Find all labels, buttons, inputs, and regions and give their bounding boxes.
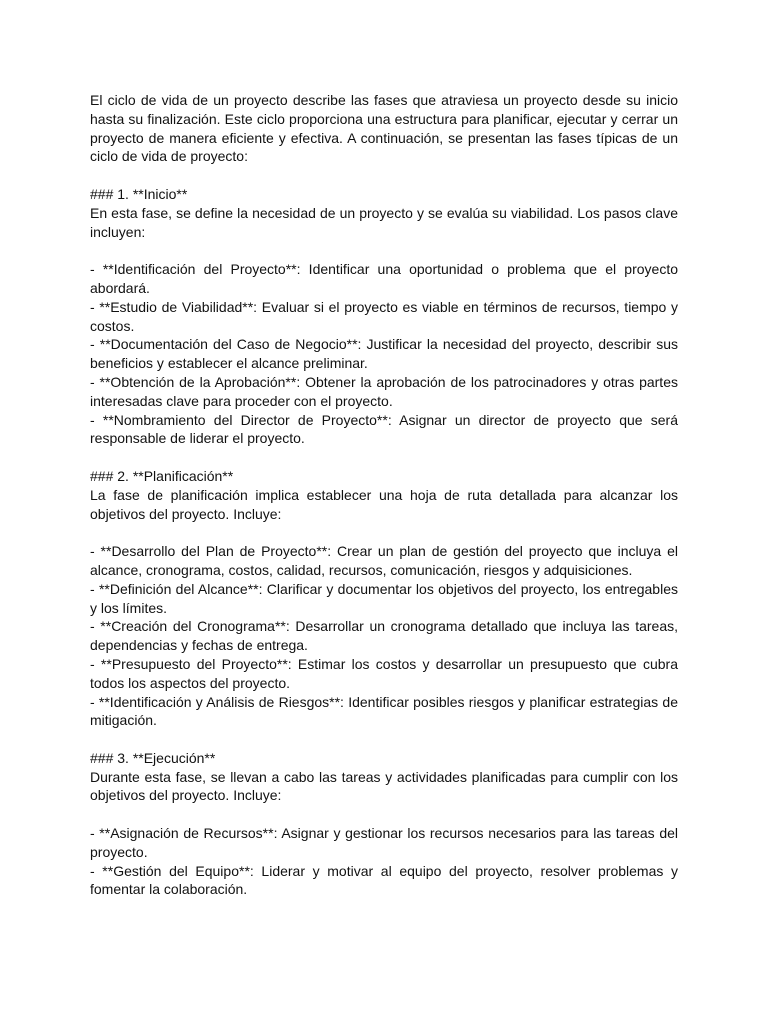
list-item: - **Identificación del Proyecto**: Identificar una oportunidad o problema que el proyecto abordará. bbox=[90, 261, 678, 296]
list-item: - **Creación del Cronograma**: Desarrollar un cronograma detallado que incluya las tareas, dependencias y fechas de entrega. bbox=[90, 618, 678, 654]
spacer bbox=[90, 166, 678, 185]
list-item: - **Asignación de Recursos**: Asignar y gestionar los recursos necesarios para las tareas del proyecto. bbox=[90, 825, 678, 860]
spacer bbox=[90, 241, 678, 260]
list-item: - **Obtención de la Aprobación**: Obtener la aprobación de los patrocinadores y otras partes interesadas clave para proceder con el proyecto. bbox=[90, 373, 678, 409]
list-item: - **Gestión del Equipo**: Liderar y motivar al equipo del proyecto, resolver problemas y fomentar la colaboración. bbox=[90, 862, 678, 898]
section-heading: ### 2. **Planificación** bbox=[90, 467, 234, 484]
section-description: En esta fase, se define la necesidad de un proyecto y se evalúa su viabilidad. Los pasos clave incluyen: bbox=[90, 204, 678, 240]
section-description: Durante esta fase, se llevan a cabo las tareas y actividades planificadas para cumplir con los objetivos del proyecto. Incluye: bbox=[90, 768, 678, 804]
list-item: - **Estudio de Viabilidad**: Evaluar si el proyecto es viable en términos de recursos, tiempo y costos. bbox=[90, 298, 678, 334]
spacer bbox=[90, 805, 678, 824]
list-item: - **Definición del Alcance**: Clarificar y documentar los objetivos del proyecto, los entregables y los límites. bbox=[90, 580, 678, 616]
spacer bbox=[90, 523, 678, 542]
list-item: - **Nombramiento del Director de Proyecto**: Asignar un director de proyecto que será responsable de liderar el proyecto. bbox=[90, 411, 678, 447]
document-page bbox=[90, 91, 678, 899]
section-heading: ### 1. **Inicio** bbox=[90, 185, 188, 202]
intro-paragraph: El ciclo de vida de un proyecto describe las fases que atraviesa un proyecto desde su inicio hasta su finalización. Este ciclo proporciona una estructura para planificar, ejecutar y cerrar un proyecto de manera eficiente y efectiva. A continuación, se presentan las fases típicas de un ciclo de vida de proyecto: bbox=[90, 92, 678, 165]
list-item: - **Documentación del Caso de Negocio**: Justificar la necesidad del proyecto, describir sus beneficios y establecer el alcance preliminar. bbox=[90, 336, 678, 372]
section-description: La fase de planificación implica establecer una hoja de ruta detallada para alcanzar los objetivos del proyecto. Incluye: bbox=[90, 486, 678, 522]
spacer bbox=[90, 730, 678, 749]
section-heading: ### 3. **Ejecución** bbox=[90, 749, 216, 766]
list-item: - **Identificación y Análisis de Riesgos**: Identificar posibles riesgos y planificar estrategias de mitigación. bbox=[90, 693, 678, 729]
list-item: - **Desarrollo del Plan de Proyecto**: Crear un plan de gestión del proyecto que incluya el alcance, cronograma, costos, calidad, recursos, comunicación, riesgos y adquisiciones. bbox=[90, 543, 678, 578]
list-item: - **Presupuesto del Proyecto**: Estimar los costos y desarrollar un presupuesto que cubra todos los aspectos del proyecto. bbox=[90, 655, 678, 691]
spacer bbox=[90, 448, 678, 467]
